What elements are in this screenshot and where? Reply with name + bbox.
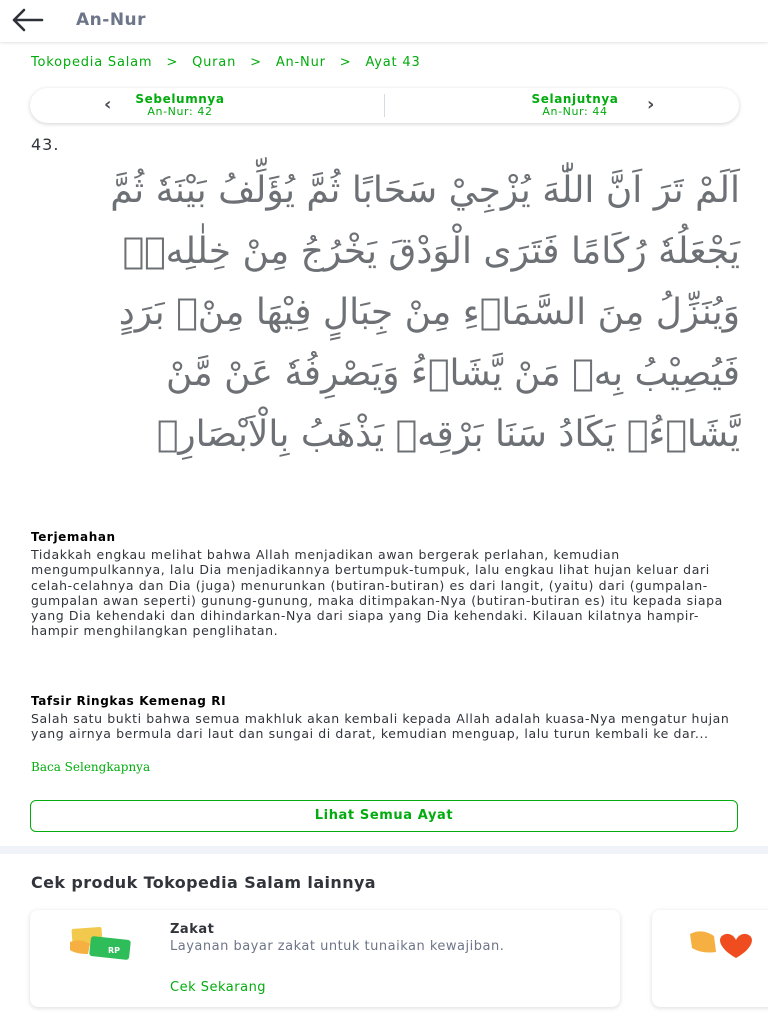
page-title: An-Nur — [76, 10, 147, 30]
product-description: Layanan bayar zakat untuk tunaikan kewajiban. — [170, 939, 505, 954]
previous-label: Sebelumnya — [135, 92, 225, 106]
arrow-left-icon — [10, 6, 44, 34]
tafsir-text: Salah satu bukti bahwa semua makhluk akan kembali kepada Allah adalah kuasa-Nya mengatur hujan yang airnya bermula dari laut dan sungai di darat, kemudian menguap, lalu turun kembali ke dar... — [31, 711, 730, 742]
chevron-right-icon: > — [166, 55, 179, 70]
top-app-bar — [0, 0, 768, 42]
chevron-right-icon: > — [339, 55, 352, 70]
breadcrumb-item-quran[interactable]: Quran — [192, 55, 237, 70]
view-all-ayat-button[interactable]: Lihat Semua Ayat — [30, 800, 738, 832]
back-button[interactable] — [10, 6, 44, 34]
ayat-navigation — [30, 88, 739, 123]
heart-hand-icon — [688, 924, 762, 964]
product-card-peek[interactable] — [652, 910, 768, 1007]
chevron-left-icon: ‹ — [104, 94, 112, 115]
next-ayat-button[interactable] — [385, 88, 739, 123]
ayat-number: 43. — [31, 135, 60, 154]
chevron-right-icon: › — [647, 94, 655, 115]
chevron-right-icon: > — [250, 55, 262, 70]
product-name: Zakat — [170, 922, 215, 937]
next-ayat-ref: An-Nur: 44 — [542, 105, 608, 118]
breadcrumb-item-ayat: Ayat 43 — [365, 55, 421, 70]
product-card-zakat[interactable] — [30, 910, 620, 1007]
translation-text: Tidakkah engkau melihat bahwa Allah menjadikan awan bergerak perlahan, kemudian mengumpulkannya, lalu Dia menjadikannya bertumpuk-tumpuk, lalu engkau lihat hujan keluar dari celah-celahnya dan Dia (juga) menurunkan (butiran-butiran) es dari langit, (yaitu) dari (gumpalan-gumpalan awan seperti) gunung-gunung, maka ditimpakan-Nya (butiran-butiran es) itu kepada siapa yang Dia kehendaki dan dihindarkan-Nya dari siapa yang Dia kehendaki. Kilauan kilatnya hampir-hampir menghilangkan penglihatan. — [31, 547, 723, 639]
svg-text:RP: RP — [108, 946, 121, 955]
products-section-title: Cek produk Tokopedia Salam lainnya — [31, 873, 377, 892]
check-now-link[interactable]: Cek Sekarang — [170, 980, 267, 995]
previous-ayat-ref: An-Nur: 42 — [147, 105, 213, 118]
section-divider — [0, 846, 768, 854]
zakat-money-hand-icon — [66, 924, 140, 964]
translation-heading: Terjemahan — [31, 530, 116, 544]
next-label: Selanjutnya — [531, 92, 619, 106]
arabic-verse-text: اَلَمْ تَرَ اَنَّ اللّٰهَ يُزْجِيْ سَحَابًا ثُمَّ يُؤَلِّفُ بَيْنَهٗ ثُمَّ يَجْعَلُهٗ رُكَامًا فَتَرَى الْوَدْقَ يَخْرُجُ مِنْ خِلٰلِهٖۚ وَيُنَزِّلُ مِنَ السَّمَاۤءِ مِنْ جِبَالٍ فِيْهَا مِنْۢ بَرَدٍ فَيُصِيْبُ بِهٖ مَنْ يَّشَاۤءُ وَيَصْرِفُهٗ عَنْ مَّنْ يَّشَاۤءُۗ يَكَادُ سَنَا بَرْقِهٖ يَذْهَبُ بِالْاَبْصَارِۗ — [110, 170, 740, 455]
tafsir-heading: Tafsir Ringkas Kemenag RI — [31, 694, 227, 708]
breadcrumb-item-tokopedia-salam[interactable]: Tokopedia Salam — [31, 55, 153, 70]
previous-ayat-button[interactable] — [30, 88, 384, 123]
read-more-link[interactable]: Baca Selengkapnya — [31, 760, 151, 774]
breadcrumb-item-surah[interactable]: An-Nur — [275, 55, 326, 70]
breadcrumb — [31, 55, 421, 70]
